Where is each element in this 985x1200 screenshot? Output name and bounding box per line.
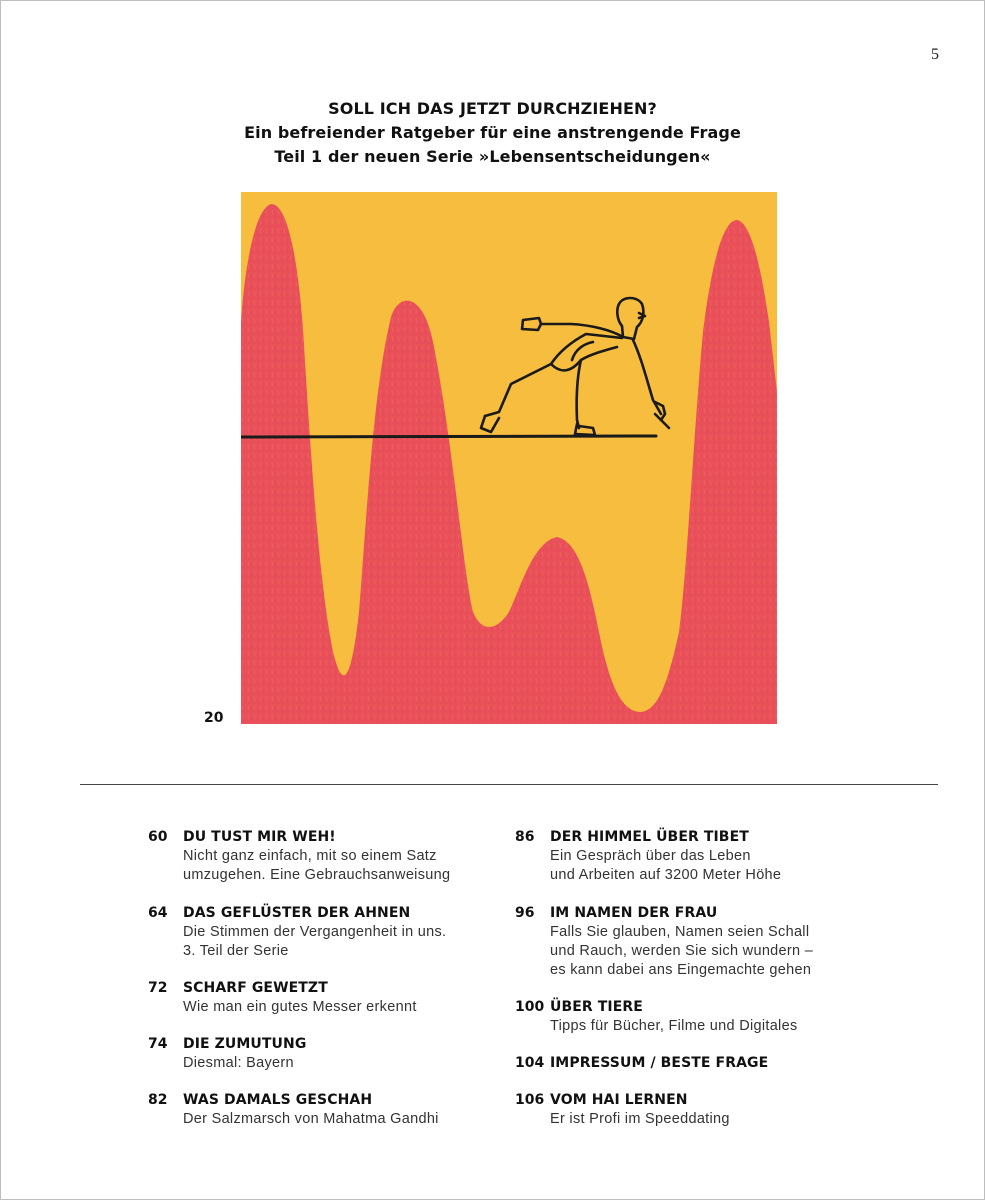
feature-illustration[interactable]	[241, 192, 777, 724]
toc-page-number: 106	[515, 1092, 545, 1108]
toc-title: DU TUST MIR WEH!	[183, 829, 336, 845]
headline-line-1: SOLL ICH DAS JETZT DURCHZIEHEN?	[328, 99, 657, 118]
toc-description-line: Die Stimmen der Vergangenheit in uns.	[183, 924, 447, 940]
toc-description	[550, 1017, 875, 1036]
toc-description-line: Tipps für Bücher, Filme und Digitales	[550, 1018, 798, 1034]
toc-description	[550, 923, 875, 980]
toc-entry[interactable]	[515, 1053, 875, 1090]
toc-description	[183, 923, 498, 961]
toc-description-line: Er ist Profi im Speeddating	[550, 1111, 730, 1127]
toc-description	[183, 847, 498, 885]
toc-description-line: Nicht ganz einfach, mit so einem Satz	[183, 848, 437, 864]
feature-headline[interactable]	[200, 97, 785, 169]
headline-line-2: Ein befreiender Ratgeber für eine anstrengende Frage	[244, 123, 741, 142]
toc-description-line: umzugehen. Eine Gebrauchsanweisung	[183, 867, 451, 883]
toc-title: VOM HAI LERNEN	[550, 1092, 688, 1108]
toc-title: IM NAMEN DER FRAU	[550, 905, 718, 921]
toc-description-line: Wie man ein gutes Messer erkennt	[183, 999, 417, 1015]
toc-page-number: 74	[148, 1036, 168, 1052]
toc-title: DIE ZUMUTUNG	[183, 1036, 307, 1052]
toc-description	[550, 847, 875, 885]
toc-description	[550, 1110, 875, 1129]
toc-title: WAS DAMALS GESCHAH	[183, 1092, 373, 1108]
toc-entry[interactable]	[148, 978, 498, 1034]
page-number: 5	[931, 46, 939, 63]
toc-page-number: 82	[148, 1092, 168, 1108]
toc-description	[183, 1054, 498, 1073]
toc-entry[interactable]	[148, 1090, 498, 1146]
toc-entry[interactable]	[148, 1034, 498, 1090]
toc-page-number: 104	[515, 1055, 545, 1071]
section-divider	[80, 784, 938, 785]
feature-page-number: 20	[204, 710, 224, 726]
toc-description-line: Der Salzmarsch von Mahatma Gandhi	[183, 1111, 439, 1127]
toc-entry[interactable]	[148, 903, 498, 978]
toc-page-number: 60	[148, 829, 168, 845]
toc-entry[interactable]	[515, 1090, 875, 1146]
toc-entry[interactable]	[515, 903, 875, 997]
toc-entry[interactable]	[148, 827, 498, 903]
toc-title: ÜBER TIERE	[550, 999, 643, 1015]
toc-page-number: 72	[148, 980, 168, 996]
toc-page-number: 86	[515, 829, 535, 845]
headline-line-3: Teil 1 der neuen Serie »Lebensentscheidungen«	[274, 147, 711, 166]
toc-description-line: 3. Teil der Serie	[183, 943, 289, 959]
toc-page-number: 100	[515, 999, 545, 1015]
toc-description-line: und Rauch, werden Sie sich wundern –	[550, 943, 814, 959]
toc-page-number: 96	[515, 905, 535, 921]
toc-title: DER HIMMEL ÜBER TIBET	[550, 829, 749, 845]
toc-column-left	[148, 827, 498, 1146]
toc-title: IMPRESSUM / BESTE FRAGE	[550, 1055, 769, 1071]
toc-description-line: es kann dabei ans Eingemachte gehen	[550, 962, 812, 978]
toc-description	[183, 998, 498, 1017]
toc-page-number: 64	[148, 905, 168, 921]
toc-description-line: Ein Gespräch über das Leben	[550, 848, 751, 864]
toc-entry[interactable]	[515, 997, 875, 1053]
toc-description-line: und Arbeiten auf 3200 Meter Höhe	[550, 867, 782, 883]
toc-description-line: Falls Sie glauben, Namen seien Schall	[550, 924, 810, 940]
toc-title: DAS GEFLÜSTER DER AHNEN	[183, 905, 411, 921]
toc-title: SCHARF GEWETZT	[183, 980, 328, 996]
toc-description	[183, 1110, 498, 1129]
toc-description-line: Diesmal: Bayern	[183, 1055, 294, 1071]
toc-column-right	[515, 827, 875, 1146]
toc-entry[interactable]	[515, 827, 875, 903]
